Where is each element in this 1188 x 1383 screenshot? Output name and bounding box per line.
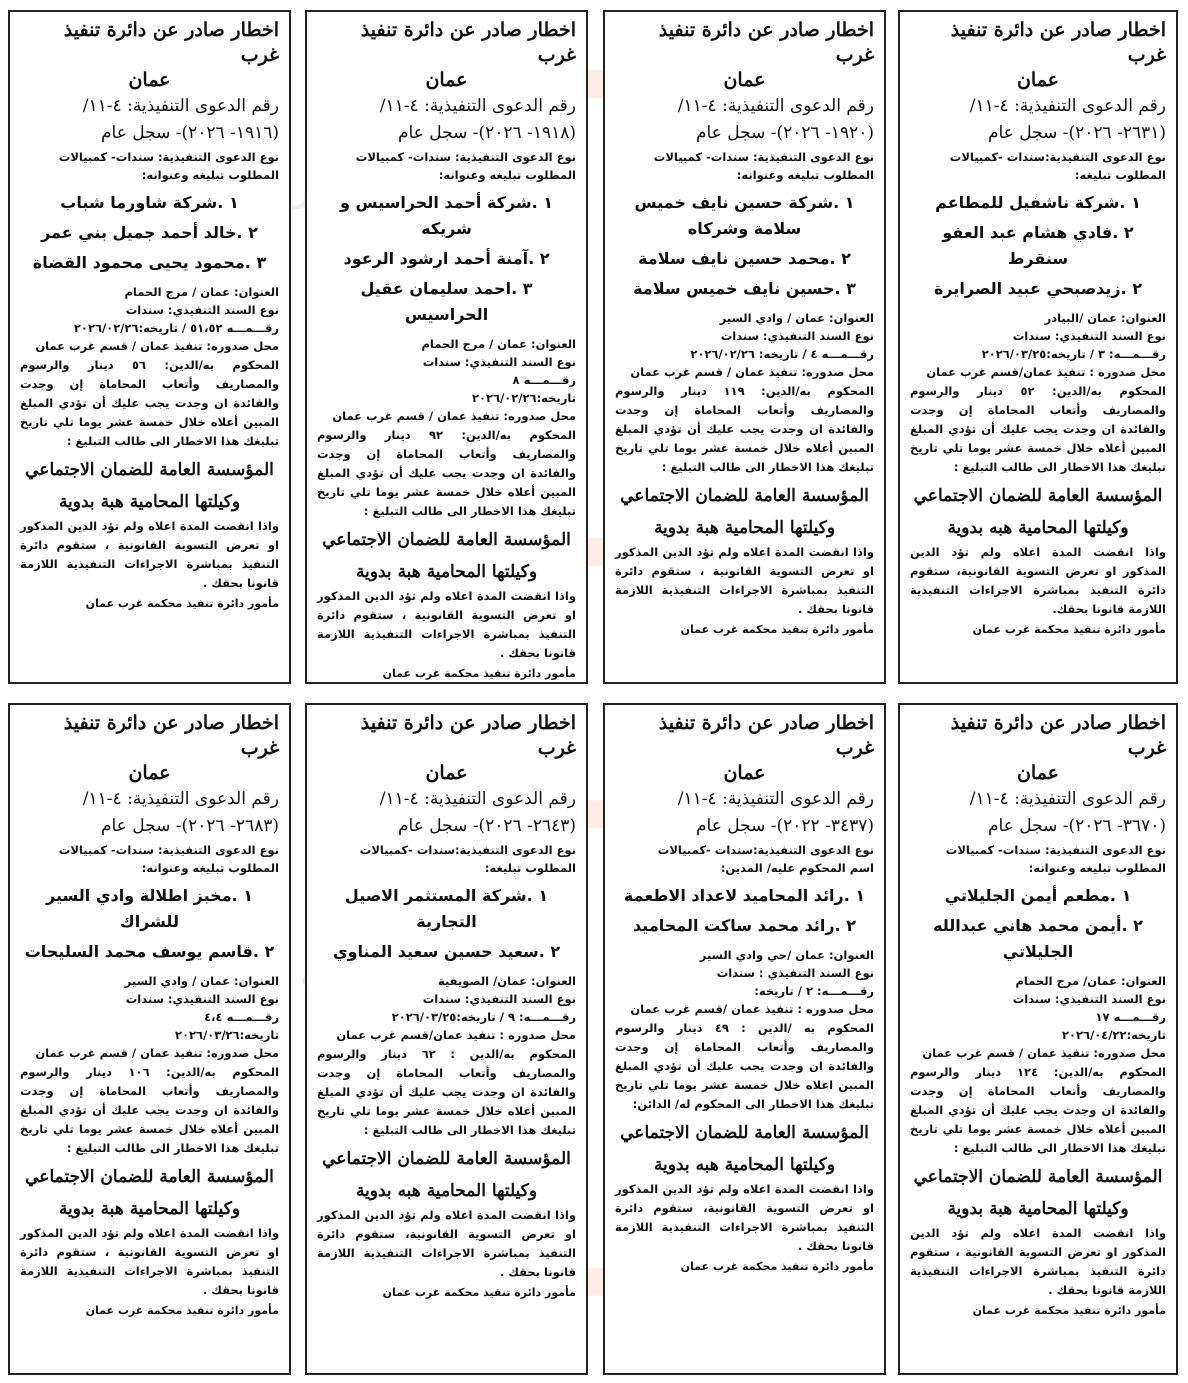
issuer: محل صدوره : تنفيذ عمان/قسم غرب عمان [926,365,1166,379]
notice-title-city: عمان [723,69,766,91]
case-number-line1: رقم الدعوى التنفيذية: ٤-١١/ [677,96,874,116]
notify-label: المطلوب تبليغه وعنوانه: [1028,861,1166,875]
notice-2 [603,10,886,684]
notice-body: المحكوم به/الدين: ٥٢ دينار والرسوم والمصاريف وأتعاب المحاماة إن وجدت والفائدة ان وجدت يجب عليك أن تؤدي المبلغ المبين أعلاه خلال خمسة عشر يوما تلي تاريخ تبليغك هذا الاخطار الى طالب التبليغ : [910,384,1166,474]
claim-type: نوع الدعوى التنفيذية: سندات- كمبيالات [355,150,576,164]
party-2: ٢ .قاسم يوسف محمد السليحات [24,942,275,961]
closing-text: واذا انقضت المدة اعلاه ولم تؤد الدين المذكور او تعرض التسوية القانونية، ستقوم دائرة التنفيذ بمباشرة الاجراءات التنفيذية اللازمة قانونا بحقك. [910,545,1166,616]
notice-body: المحكوم به/الدين: ٥٦ دينار والرسوم والمصاريف وأتعاب المحاماة إن وجدت والفائدة ان وجدت يجب عليك أن تؤدي المبلغ المبين أعلاه خلال خمسة عشر يوما تلي تاريخ تبليغك هذا الاخطار الى طالب التبليغ : [20,358,279,448]
address: العنوان: عمان/ مرج الحمام [1015,974,1166,988]
party-2: ٢ .سعيد حسين سعيد المناوي [332,942,561,961]
case-number-line1: رقم الدعوى التنفيذية: ٤-١١/ [379,96,576,116]
party-1: ١ .شركة حسين نايف خميس سلامة وشركاه [634,193,855,238]
claim-type: نوع الدعوى التنفيذية: سندات- كمبيالات [58,150,279,164]
claim-type: نوع الدعوى التنفيذية:سندات -كمبيالات [657,843,874,857]
creditor-name: المؤسسة العامة للضمان الاجتماعي [322,530,571,550]
closing-text: واذا انقضت المدة اعلاه ولم تؤد الدين المذكور او تعرض التسوية القانونية ، ستقوم دائرة التنفيذ بمباشرة الاجراءات التنفيذية اللازمة قانونا بحقك . [317,589,576,660]
notice-footer: مأمور دائرة تنفيذ محكمة غرب عمان [85,597,279,610]
address: العنوان: عمان / وادي السير [719,311,874,325]
party-2: ٢ .محمد حسين نايف سلامة [638,249,851,268]
number-date: رقـــمـــه ٤ / تاريخه: ٢٠٢٦/٠٢/٢٦ [690,347,874,361]
party-1: ١ .رائد المحاميد لاعداد الاطعمة [623,886,866,905]
debtor-label: اسم المحكوم عليه/ المدين: [720,861,874,875]
parties-list [615,883,874,939]
creditor-name: المؤسسة العامة للضمان الاجتماعي [913,1167,1163,1187]
notice-3 [305,10,588,684]
creditor-name: المؤسسة العامة للضمان الاجتماعي [620,1123,869,1143]
notice-title: اخطار صادر عن دائرة تنفيذ غرب [950,712,1166,759]
closing-text: واذا انقضت المدة اعلاه ولم تؤد الدين المذكور او تعرض التسوية القانونية ، ستقوم دائرة التنفيذ بمباشرة الاجراءات التنفيذية اللازمة قانونا بحقك . [20,519,279,590]
notice-1 [898,10,1178,684]
creditor-name: المؤسسة العامة للضمان الاجتماعي [620,486,869,506]
notify-label: المطلوب تبليغه: [484,861,576,875]
creditor-name: المؤسسة العامة للضمان الاجتماعي [25,460,274,480]
case-number-line2: (٣٤٣٧- ٢٠٢٢)- سجل عام [696,816,874,836]
notice-title-city: عمان [128,762,171,784]
notify-label: المطلوب تبليغه وعنوانه: [141,861,279,875]
notice-footer: مأمور دائرة تنفيذ محكمة غرب عمان [680,623,874,636]
parties-list [20,190,279,276]
party-1: ١ .شركة شاورما شباب [60,193,239,212]
case-number-line2: (١٩١٨- ٢٠٢٦)- سجل عام [398,123,576,143]
bond-type: نوع السند التنفيذي: سندات [422,992,576,1006]
issuer: محل صدوره: تنفيذ عمان / قسم غرب عمان [35,1046,279,1060]
notice-footer: مأمور دائرة تنفيذ محكمة غرب عمان [85,1304,279,1317]
notice-body: المحكوم به/الدين: ١٢٤ دينار والرسوم والمصاريف وأتعاب المحاماة إن وجدت والفائدة ان وجدت يجب عليك أن تؤدي المبلغ المبين أعلاه خلال خمسة عشر يوما تلي تاريخ تبليغك هذا الاخطار الى طالب التبليغ : [910,1065,1166,1155]
notice-title-city: عمان [1016,69,1060,91]
notice-body: المحكوم به/الدين: ١١٩ دينار والرسوم والمصاريف وأتعاب المحاماة إن وجدت والفائدة ان وجدت يجب عليك أن تؤدي المبلغ المبين أعلاه خلال خمسة عشر يوما تلي تاريخ تبليغك هذا الاخطار الى طالب التبليغ : [615,384,874,474]
address: العنوان: عمان / مرج الحمام [124,285,279,299]
closing-text: واذا انقضت المدة اعلاه ولم تؤد الدين المذكور او تعرض التسوية القانونية، ستقوم دائرة التنفيذ بمباشرة الاجراءات التنفيذية اللازمة قانونا بحقك . [615,1182,874,1253]
address: العنوان: عمان / مرج الحمام [421,337,576,351]
number-date: رقـــمـــه: ٣ / تاريخه:٢٠٢٦/٠٣/٢٥ [981,347,1166,361]
party-2: ٢ .أيمن محمد هاني عبدالله الجليلاتي [933,916,1143,961]
issuer: محل صدوره: تنفيذ عمان / قسم غرب عمان [630,365,874,379]
bond-type: نوع السند التنفيذي: سندات [422,355,576,369]
party-3: ٣ .حسين نايف خميس سلامة [633,279,856,298]
notice-body: المحكوم به/الدين: ١٠٦ دينار والرسوم والمصاريف وأتعاب المحاماة إن وجدت والفائدة ان وجدت يجب عليك أن تؤدي المبلغ المبين أعلاه خلال خمسة عشر يوما تلي تاريخ تبليغك هذا الاخطار الى طالب التبليغ : [20,1065,279,1155]
creditor-lawyer: وكيلتها المحامية هبة بدوية [58,1199,241,1219]
number-date: رقـــمـــه ١٧ [1095,1010,1166,1024]
case-number-line2: (٢٦٨٣- ٢٠٢٦)- سجل عام [101,816,279,836]
parties-list [20,883,279,965]
party-1: ١ .شركة المستثمر الاصيل التجارية [344,886,549,931]
case-number-line1: رقم الدعوى التنفيذية: ٤-١١/ [677,789,874,809]
case-number-line2: (٣٦٧٠- ٢٠٢٦)- سجل عام [988,816,1166,836]
creditor-name: المؤسسة العامة للضمان الاجتماعي [913,486,1163,506]
creditor-lawyer: وكيلتها المحامية هبة بدوية [947,1199,1129,1219]
creditor-name: المؤسسة العامة للضمان الاجتماعي [25,1167,274,1187]
notify-label: المطلوب تبليغه: [1074,168,1166,182]
notify-label: المطلوب تبليغه وعنوانه: [736,168,874,182]
issuer: محل صدوره: تنفيذ عمان / قسم غرب عمان [922,1046,1166,1060]
notice-title: اخطار صادر عن دائرة تنفيذ غرب [63,712,279,759]
creditor-lawyer: وكيلتها المحامية هبه بدوية [947,518,1129,538]
notice-title-city: عمان [128,69,171,91]
bond-type: نوع السند التنفيذي: سندات [125,992,279,1006]
creditor-lawyer: وكيلتها المحامية هبة بدوية [58,492,241,512]
party-3: ٣ .محمود يحيى محمود القضاة [32,253,267,272]
case-number-line1: رقم الدعوى التنفيذية: ٤-١١/ [969,96,1166,116]
issuer: محل صدوره: تنفيذ عمان / قسم غرب عمان [332,409,576,423]
address: العنوان: عمان /حي وادي السير [699,948,874,962]
creditor-lawyer: وكيلتها المحامية هبة بدوية [653,518,836,538]
case-number-line1: رقم الدعوى التنفيذية: ٤-١١/ [379,789,576,809]
notice-title: اخطار صادر عن دائرة تنفيذ غرب [950,19,1166,66]
notice-footer: مأمور دائرة تنفيذ محكمة غرب عمان [972,623,1166,636]
case-number-line2: (١٩١٦- ٢٠٢٦)- سجل عام [101,123,279,143]
issuer: محل صدوره : تنفيذ عمان /قسم غرب عمان [630,1002,874,1016]
address: العنوان: عمان/ الصويفية [438,974,576,988]
notice-title: اخطار صادر عن دائرة تنفيذ غرب [360,712,576,759]
parties-list [317,190,576,328]
bond-type: نوع السند التنفيذي: سندات [125,303,279,317]
party-2: ٢ .فادي هشام عبد العفو سنقرط [942,223,1134,268]
claim-type: نوع الدعوى التنفيذية: سندات- كمبيالات [58,843,279,857]
issuer: محل صدوره: تنفيذ عمان / قسم غرب عمان [35,339,279,353]
case-number-line1: رقم الدعوى التنفيذية: ٤-١١/ [82,96,279,116]
notify-label: المطلوب تبليغه وعنوانه: [141,168,279,182]
closing-text: واذا انقضت المدة اعلاه ولم تؤد الدين المذكور او تعرض التسوية القانونية ، ستقوم دائرة التنفيذ بمباشرة الاجراءات التنفيذية اللازمة قانونا بحقك . [910,1226,1166,1297]
bond-type: نوع السند التنفيذي : سندات [716,966,874,980]
creditor-lawyer: وكيلتها المحامية هبه بدوية [653,1155,836,1175]
notice-7 [305,703,588,1375]
notice-title-city: عمان [425,69,468,91]
party-1: ١ .شركة ناشفيل للمطاعم [935,193,1141,212]
date-line: تاريخه:٢٠٢٦/٠٤/٢٢ [1062,1028,1166,1042]
date-line: تاريخه:٢٠٢٦/٠٢/٢٦ [472,391,576,405]
notice-title: اخطار صادر عن دائرة تنفيذ غرب [63,19,279,66]
bond-type: نوع السند التنفيذي: سندات [1012,992,1166,1006]
party-2: ٢ .آمنة أحمد ارشود الرعود [343,249,550,268]
party-1: ١ .مطعم أيمن الجليلاتي [944,886,1132,905]
case-number-line1: رقم الدعوى التنفيذية: ٤-١١/ [82,789,279,809]
notice-title-city: عمان [723,762,766,784]
case-number-line2: (٢٦٣١- ٢٠٢٦)- سجل عام [988,123,1166,143]
parties-list [910,190,1166,302]
case-number-line1: رقم الدعوى التنفيذية: ٤-١١/ [969,789,1166,809]
party-3: ٣ .احمد سليمان عقيل الحراسيس [360,279,533,324]
number-date: رقـــمـــه ٨ [512,373,576,387]
party-3: ٢ .زيدصبحي عبيد الصرايرة [933,279,1143,298]
notice-footer: مأمور دائرة تنفيذ محكمة غرب عمان [382,1286,576,1299]
number-date: رقـــمـــه: ٢ / تاريخه: [754,984,874,998]
closing-text: واذا انقضت المدة اعلاه ولم تؤد الدين المذكور او تعرض التسوية القانونية ، ستقوم دائرة التنفيذ بمباشرة الاجراءات التنفيذية اللازمة قانونا بحقك . [20,1226,279,1297]
notice-title-city: عمان [1016,762,1060,784]
party-2: ٢ .خالد أحمد جميل بني عمر [41,223,258,242]
closing-text: واذا انقضت المدة اعلاه ولم تؤد الدين المذكور او تعرض التسوية القانونية، ستقوم دائرة التنفيذ بمباشرة الاجراءات التنفيذية اللازمة قانونا بحقك . [317,1208,576,1279]
creditor-lawyer: وكيلتها المحامية هبة بدوية [355,562,538,582]
notice-footer: مأمور دائرة تنفيذ محكمة غرب عمان [680,1260,874,1273]
parties-list [910,883,1166,965]
notice-title-city: عمان [425,762,468,784]
claim-type: نوع الدعوى التنفيذية: سندات- كمبيالات [945,843,1166,857]
party-1: ١ .شركة أحمد الحراسيس و شريكه [339,193,554,238]
parties-list [615,190,874,302]
notice-footer: مأمور دائرة تنفيذ محكمة غرب عمان [382,667,576,680]
notice-body: المحكوم به/الدين: ٩٢ دينار والرسوم والمصاريف وأتعاب المحاماة إن وجدت والفائدة ان وجدت يجب عليك أن تؤدي المبلغ المبين أعلاه خلال خمسة عشر يوما تلي تاريخ تبليغك هذا الاخطار الى طالب التبليغ : [317,428,576,518]
bond-type: نوع السند التنفيذي: سندات [1012,329,1166,343]
closing-text: واذا انقضت المدة اعلاه ولم تؤد الدين المذكور او تعرض التسوية القانونية ، ستقوم دائرة التنفيذ بمباشرة الاجراءات التنفيذية اللازمة قانونا بحقك . [615,545,874,616]
notice-body: المحكوم به/الدين : ٦٢ دينار والرسوم والمصاريف وأتعاب المحاماة إن وجدت والفائدة ان وجدت يجب عليك أن تؤدي المبلغ المبين أعلاه خلال خمسة عشر يوما تلي تاريخ تبليغك هذا الاخطار الى طالب التبليغ : [317,1047,576,1137]
number-date: رقـــمـــه ٥١،٥٢ / تاريخه:٢٠٢٦/٠٢/٢٦ [73,321,279,335]
party-2: ٢ .رائد محمد ساكت المحاميد [633,916,856,935]
number-date: رقـــمـــه ٤،٤ [204,1010,279,1024]
claim-type: نوع الدعوى التنفيذية:سندات -كمبيالات [359,843,576,857]
notice-body: المحكوم به /الدين : ٤٩ دينار والرسوم والمصاريف وأتعاب المحاماة إن وجدت والفائدة ان وجدت يجب عليك أن تؤدي المبلغ المبين اعلاه خلال خمسة عشر يوما تلي تاريخ تبليغك هذا الاخطار الى المحكوم له/ الدائن: [615,1021,874,1111]
creditor-lawyer: وكيلتها المحامية هبه بدوية [355,1181,538,1201]
case-number-line2: (٢٦٤٣- ٢٠٢٦)- سجل عام [398,816,576,836]
creditor-name: المؤسسة العامة للضمان الاجتماعي [322,1149,571,1169]
address: العنوان: عمان / وادي السير [124,974,279,988]
notice-footer: مأمور دائرة تنفيذ محكمة غرب عمان [972,1304,1166,1317]
party-1: ١ .مخبز اطلالة وادي السير للشراك [45,886,254,931]
notice-6 [603,703,886,1375]
notice-title: اخطار صادر عن دائرة تنفيذ غرب [360,19,576,66]
case-number-line2: (١٩٢٠- ٢٠٢٦)- سجل عام [696,123,874,143]
notice-title: اخطار صادر عن دائرة تنفيذ غرب [658,712,874,759]
number-date: رقـــمـــه: ٩ / تاريخه:٢٠٢٦/٠٣/٢٥ [391,1010,576,1024]
notice-8 [8,703,291,1375]
address: العنوان: عمان /البيادر [1044,311,1166,325]
notice-5 [898,703,1178,1375]
claim-type: نوع الدعوى التنفيذية: سندات- كمبيالات [653,150,874,164]
parties-list [317,883,576,965]
notice-title: اخطار صادر عن دائرة تنفيذ غرب [658,19,874,66]
notice-4 [8,10,291,684]
bond-type: نوع السند التنفيذي: سندات [720,329,874,343]
notify-label: المطلوب تبليغه وعنوانه: [438,168,576,182]
issuer: محل صدوره : تنفيذ عمان/قسم غرب عمان [336,1028,576,1042]
date-line: تاريخه:٢٠٢٦/٠٣/٢٦ [175,1028,279,1042]
claim-type: نوع الدعوى التنفيذية:سندات -كمبيالات [949,150,1166,164]
